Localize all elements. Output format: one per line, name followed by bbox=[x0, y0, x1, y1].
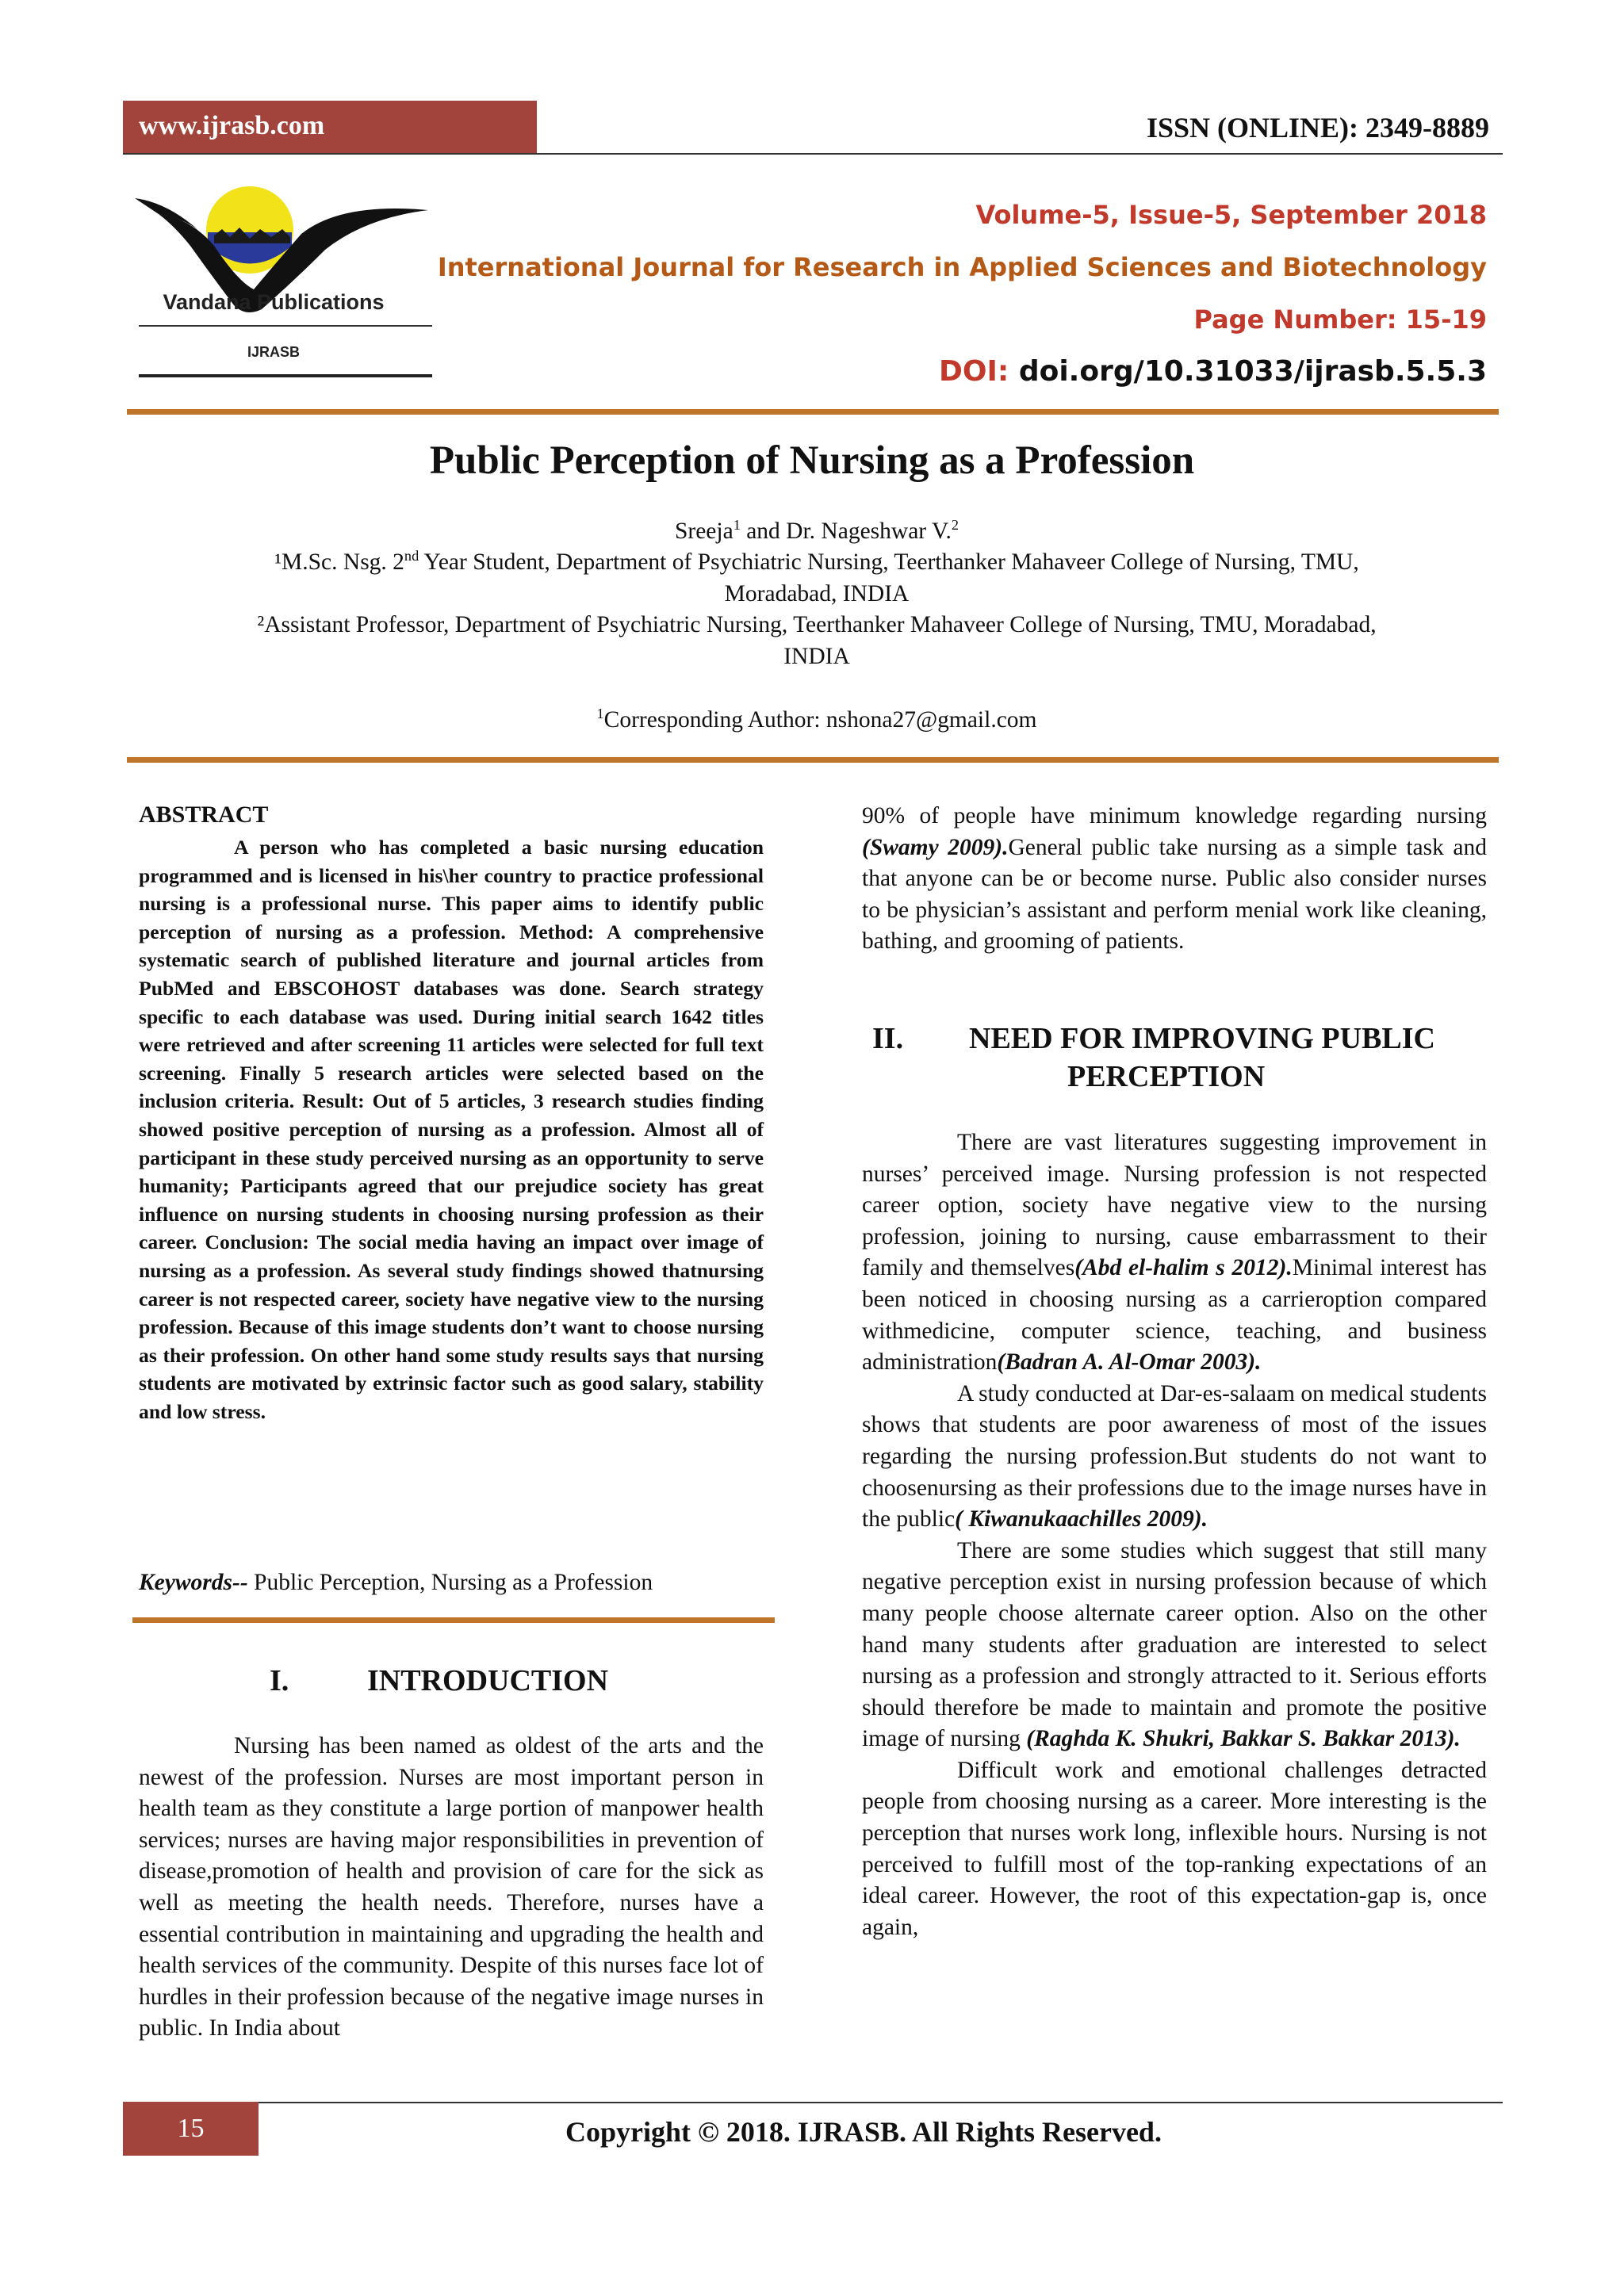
right-column-body bbox=[862, 1127, 1487, 1943]
para-0-text-b: General public take nursing as a simple task and that anyone can be or become nurse. Public also consider nurses to be physician’s assistant and perform menial work like cleaning, bathing, and grooming of patients. bbox=[862, 834, 1487, 955]
corresponding-email[interactable]: Corresponding Author: nshona27@gmail.com bbox=[603, 707, 1037, 733]
intro-paragraph bbox=[139, 1731, 764, 2045]
affiliation-2-line-2: INDIA bbox=[783, 644, 850, 669]
citation-raghda: (Raghda K. Shukri, Bakkar S. Bakkar 2013). bbox=[1026, 1726, 1461, 1752]
para-1-text-a: There are vast literatures suggesting improvement in nurses’ perceived image. Nursing profession is not respected career option, society have negative view to the nursing profession, joining to nursing, cause embarrassment to their family and themselves bbox=[862, 1130, 1487, 1281]
para-2-text: A study conducted at Dar-es-salaam on medical students shows that students are poor awareness of most of the issues regarding the nursing profession.But students do not want to choosenursing as their professions due to the image nurses have in the public bbox=[862, 1380, 1487, 1533]
journal-doi bbox=[939, 355, 1487, 388]
header-rule bbox=[123, 153, 1503, 155]
doi-link[interactable]: doi.org/10.31033/ijrasb.5.5.3 bbox=[1018, 355, 1487, 388]
site-url[interactable]: www.ijrasb.com bbox=[139, 111, 325, 140]
section-1-title: INTRODUCTION bbox=[367, 1664, 609, 1697]
affiliation-1-prefix: ¹M.Sc. Nsg. 2 bbox=[274, 549, 404, 575]
para-3-text: There are some studies which suggest that still many negative perception exist in nursing profession because of which many people choose alternate career option. Also on the other hand many students after graduation are interested to select nursing as a profession and strongly attracted to it. Serious efforts should therefore be made to maintain and promote the positive image of nursing bbox=[862, 1537, 1487, 1752]
section-1-number: I. bbox=[270, 1664, 289, 1697]
right-column-top bbox=[862, 801, 1487, 958]
affiliation-1 bbox=[135, 547, 1499, 578]
para-0-text-a: 90% of people have minimum knowledge regarding nursing bbox=[862, 803, 1487, 828]
issn-label: ISSN (ONLINE): 2349-8889 bbox=[1146, 112, 1489, 144]
logo-tag: IJRASB bbox=[247, 344, 300, 360]
keywords-label: Keywords-- bbox=[139, 1570, 248, 1595]
page-number: 15 bbox=[177, 2114, 205, 2143]
affiliation-2: ²Assistant Professor, Department of Psychiatric Nursing, Teerthanker Mahaveer College of Nursing, TMU, Moradabad, bbox=[257, 612, 1377, 637]
abstract-body: A person who has completed a basic nursing education programmed and is licensed in his\her country to practice professional nursing is a professional nurse. This paper aims to identify public perception of nursing as a profession. Method: A comprehensive systematic search of published literature and journal articles from PubMed and EBSCOHOST databases was done. Search strategy specific to each database was used. During initial search 1642 titles were retrieved and after screening 11 articles were selected for full text screening. Finally 5 research articles were selected based on the inclusion criteria. Result: Out of 5 articles, 3 research studies finding showed positive perception of nursing as a profession. Almost all of participant in these study perceived nursing as an opportunity to serve humanity; Participants agreed that our prejudice society has great influence on nursing students in choosing nursing profession as their career. Conclusion: The social media having an impact over image of nursing as a profession. As several study findings showed thatnursing career is not respected career, society have negative view to the nursing profession. Because of this image students don’t want to choose nursing as their profession. On other hand some study results says that nursing students are motivated by extrinsic factor such as good salary, stability and low stress. bbox=[139, 836, 764, 1423]
keywords-line bbox=[139, 1570, 653, 1596]
journal-volume: Volume-5, Issue-5, September 2018 bbox=[975, 200, 1487, 230]
author-1: Sreeja bbox=[674, 519, 733, 544]
logo-rule-top bbox=[139, 325, 432, 327]
affiliation-1-rest: Year Student, Department of Psychiatric Nursing, Teerthanker Mahaveer College of Nursing, TMU, bbox=[423, 549, 1359, 575]
section-2-number: II. bbox=[872, 1022, 904, 1055]
journal-name: International Journal for Research in Applied Sciences and Biotechnology bbox=[437, 252, 1487, 282]
author-2: and Dr. Nageshwar V. bbox=[746, 519, 952, 544]
keywords-value: Public Perception, Nursing as a Profession bbox=[254, 1570, 653, 1595]
journal-page-number: Page Number: 15-19 bbox=[1193, 304, 1487, 335]
corresponding-sup: 1 bbox=[596, 706, 604, 722]
citation-swamy: (Swamy 2009). bbox=[862, 834, 1009, 860]
citation-kiwanuka: ( Kiwanukaachilles 2009). bbox=[955, 1506, 1208, 1533]
copyright-notice: Copyright © 2018. IJRASB. All Rights Reserved. bbox=[565, 2116, 1162, 2148]
citation-abd-el-halim: (Abd el-halim s 2012). bbox=[1074, 1255, 1293, 1281]
section-2-title-line-1: NEED FOR IMPROVING PUBLIC bbox=[969, 1022, 1435, 1055]
doi-label: DOI: bbox=[938, 355, 1009, 388]
affiliation-1-sup: nd bbox=[404, 548, 419, 564]
authors-line bbox=[135, 516, 1499, 547]
para-1-text-b: Minimal interest has been noticed in choosing nursing as a carrieroption compared withmedicine, computer science, teaching, and business administration bbox=[862, 1255, 1487, 1376]
intro-paragraph-text: Nursing has been named as oldest of the arts and the newest of the profession. Nurses are most important person in health team as they constitute a large portion of manpower health services; nurses are having major responsibilities in prevention of disease,promotion of health and provision of care for the sick as well as meeting the health needs. Therefore, nurses have a essential contribution in maintaining and upgrading the health and health services of the community. Despite of this nurses face lot of hurdles in their profession because of the negative image nurses in public. In India about bbox=[139, 1733, 764, 2042]
citation-badran: (Badran A. Al-Omar 2003). bbox=[997, 1349, 1262, 1376]
corresponding-author bbox=[135, 705, 1499, 736]
footer-rule bbox=[123, 2102, 1503, 2103]
affiliation-1-line-2: Moradabad, INDIA bbox=[724, 581, 910, 607]
section-2-title-line-2: PERCEPTION bbox=[1067, 1060, 1266, 1093]
paper-title: Public Perception of Nursing as a Profession bbox=[429, 438, 1195, 483]
para-4-text: Difficult work and emotional challenges detracted people from choosing nursing as a career. More interesting is the perception that nurses work long, inflexible hours. Nursing is not perceived to fulfill most of the top-ranking expectations of an ideal career. However, the root of this expectation-gap is, once again, bbox=[862, 1757, 1487, 1940]
author-1-sup: 1 bbox=[733, 517, 741, 534]
title-divider bbox=[127, 757, 1499, 763]
logo-publisher-name: Vandana Publications bbox=[163, 290, 385, 314]
author-2-sup: 2 bbox=[951, 517, 959, 534]
logo-rule-bottom bbox=[139, 374, 432, 377]
abstract-heading: ABSTRACT bbox=[139, 802, 269, 828]
header-divider bbox=[127, 409, 1499, 415]
abstract-divider bbox=[132, 1617, 775, 1623]
